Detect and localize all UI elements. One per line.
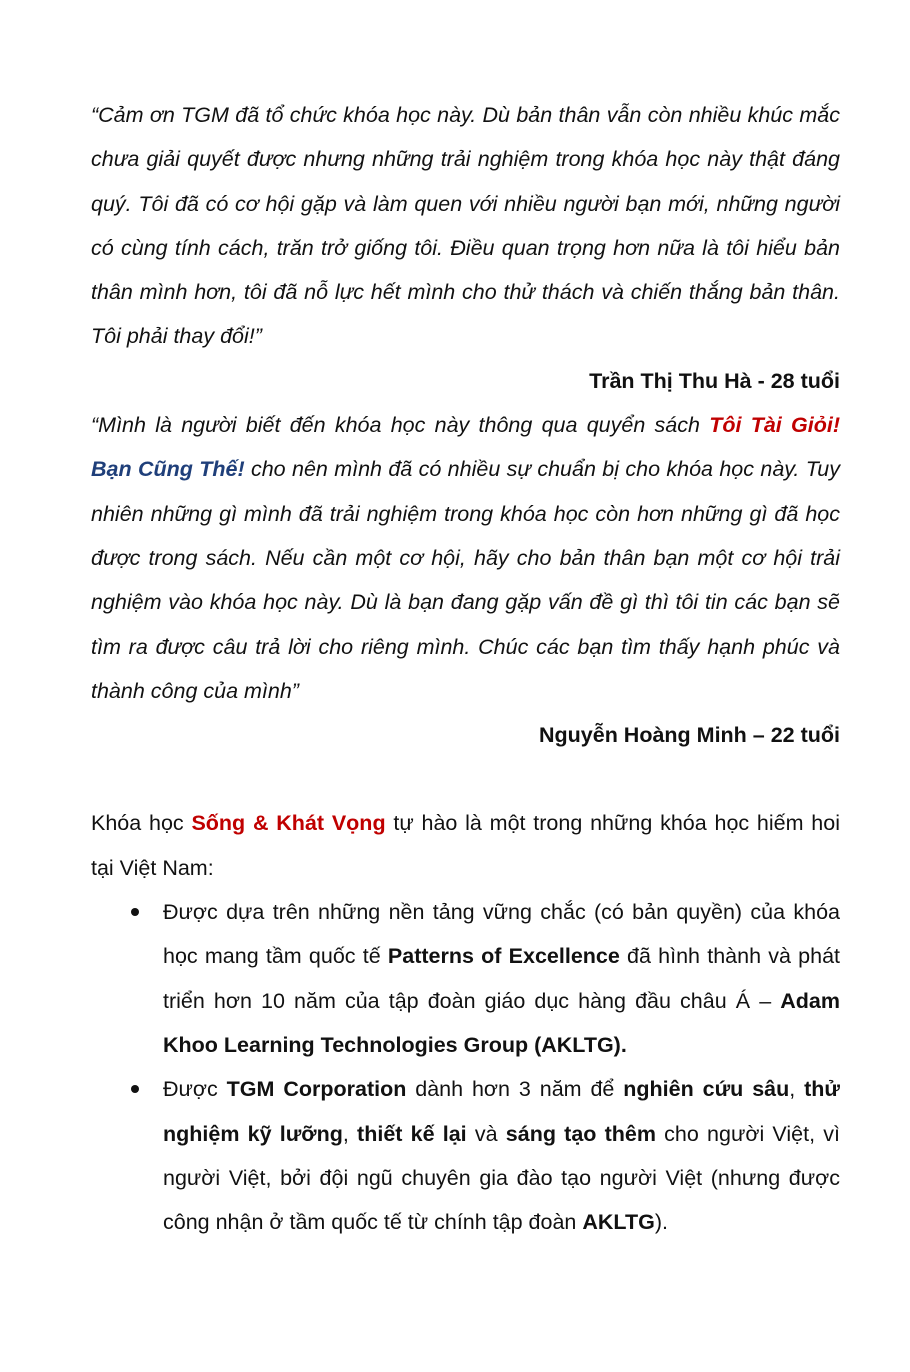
- b1-text-2: đã hình thành và phát triển hơn 10 năm của tập đoàn giáo dục hàng đầu châu Á –: [163, 944, 841, 1013]
- quote-2-end: cho nên mình đã có nhiều sự chuẩn bị cho khóa học này. Tuy nhiên những gì mình đã trải nghiệm trong khóa học còn hơn những gì đã học được trong sách. Nếu cần một cơ hội, hãy cho bản thân bạn một cơ hội trải nghiệm vào khóa học này. Dù là bạn đang gặp vấn đề gì thì tôi tin các bạn sẽ tìm ra được câu trả lời cho riêng mình. Chúc các bạn tìm thấy hạnh phúc và thành công của mình”: [91, 457, 840, 703]
- b2-bold-3: thử nghiệm kỹ lưỡng: [163, 1077, 840, 1146]
- bullet-icon: [131, 908, 139, 916]
- testimonial-quote-1: “Cảm ơn TGM đã tổ chức khóa học này. Dù bản thân vẫn còn nhiều khúc mắc chưa giải quyết được nhưng những trải nghiệm trong khóa học này thật đáng quý. Tôi đã có cơ hội gặp và làm quen với nhiều người bạn mới, những người có cùng tính cách, trăn trở giống tôi. Điều quan trọng hơn nữa là tôi hiểu bản thân mình hơn, tôi đã nỗ lực hết mình cho thử thách và chiến thắng bản thân. Tôi phải thay đổi!”: [91, 103, 840, 349]
- b2-bold-6: AKLTG: [582, 1210, 655, 1235]
- b2-bold-5: sáng tạo thêm: [505, 1121, 656, 1146]
- b2-bold-4: thiết kế lại: [357, 1121, 467, 1146]
- b2-bold-1: TGM Corporation: [226, 1077, 407, 1102]
- testimonial-author-1: Trần Thị Thu Hà - 28 tuổi: [589, 368, 840, 393]
- testimonial-quote-2: [91, 403, 840, 713]
- b2-text-1: Được: [163, 1077, 227, 1102]
- list-item-tgm: [91, 1067, 840, 1244]
- bullet-icon: [131, 1085, 139, 1093]
- feature-list: [91, 890, 840, 1244]
- b2-text-3: ,: [789, 1077, 805, 1102]
- testimonial-author-2: Nguyễn Hoàng Minh – 22 tuổi: [538, 723, 840, 748]
- intro-prefix: Khóa học: [91, 811, 192, 836]
- course-name: Sống & Khát Vọng: [191, 811, 386, 836]
- b2-bold-2: nghiên cứu sâu: [623, 1077, 790, 1102]
- b2-text-2: dành hơn 3 năm để: [406, 1077, 624, 1102]
- b1-bold-2: Adam Khoo Learning Technologies Group (AKLTG).: [163, 988, 840, 1057]
- b1-bold-1: Patterns of Excellence: [387, 944, 620, 969]
- quote-2-start: “Mình là người biết đến khóa học này thông qua quyển sách: [91, 413, 710, 438]
- book-title-part2: Bạn Cũng Thế!: [91, 457, 245, 482]
- book-title-part1: Tôi Tài Giỏi!: [709, 413, 840, 438]
- b2-text-7: ).: [654, 1210, 668, 1235]
- section-spacer: [91, 757, 840, 801]
- list-item-foundation: [91, 890, 840, 1067]
- b1-text-1: Được dựa trên những nền tảng vững chắc (có bản quyền) của khóa học mang tầm quốc tế: [163, 900, 840, 969]
- b2-text-4: ,: [342, 1121, 358, 1146]
- document-page: [91, 93, 840, 1244]
- intro-suffix: tự hào là một trong những khóa học hiếm hoi tại Việt Nam:: [91, 811, 841, 880]
- b2-text-5: và: [466, 1121, 506, 1146]
- course-intro: [91, 801, 840, 890]
- b2-text-6: cho người Việt, vì người Việt, bởi đội ngũ chuyên gia đào tạo người Việt (nhưng được công nhận ở tầm quốc tế từ chính tập đoàn: [163, 1121, 840, 1235]
